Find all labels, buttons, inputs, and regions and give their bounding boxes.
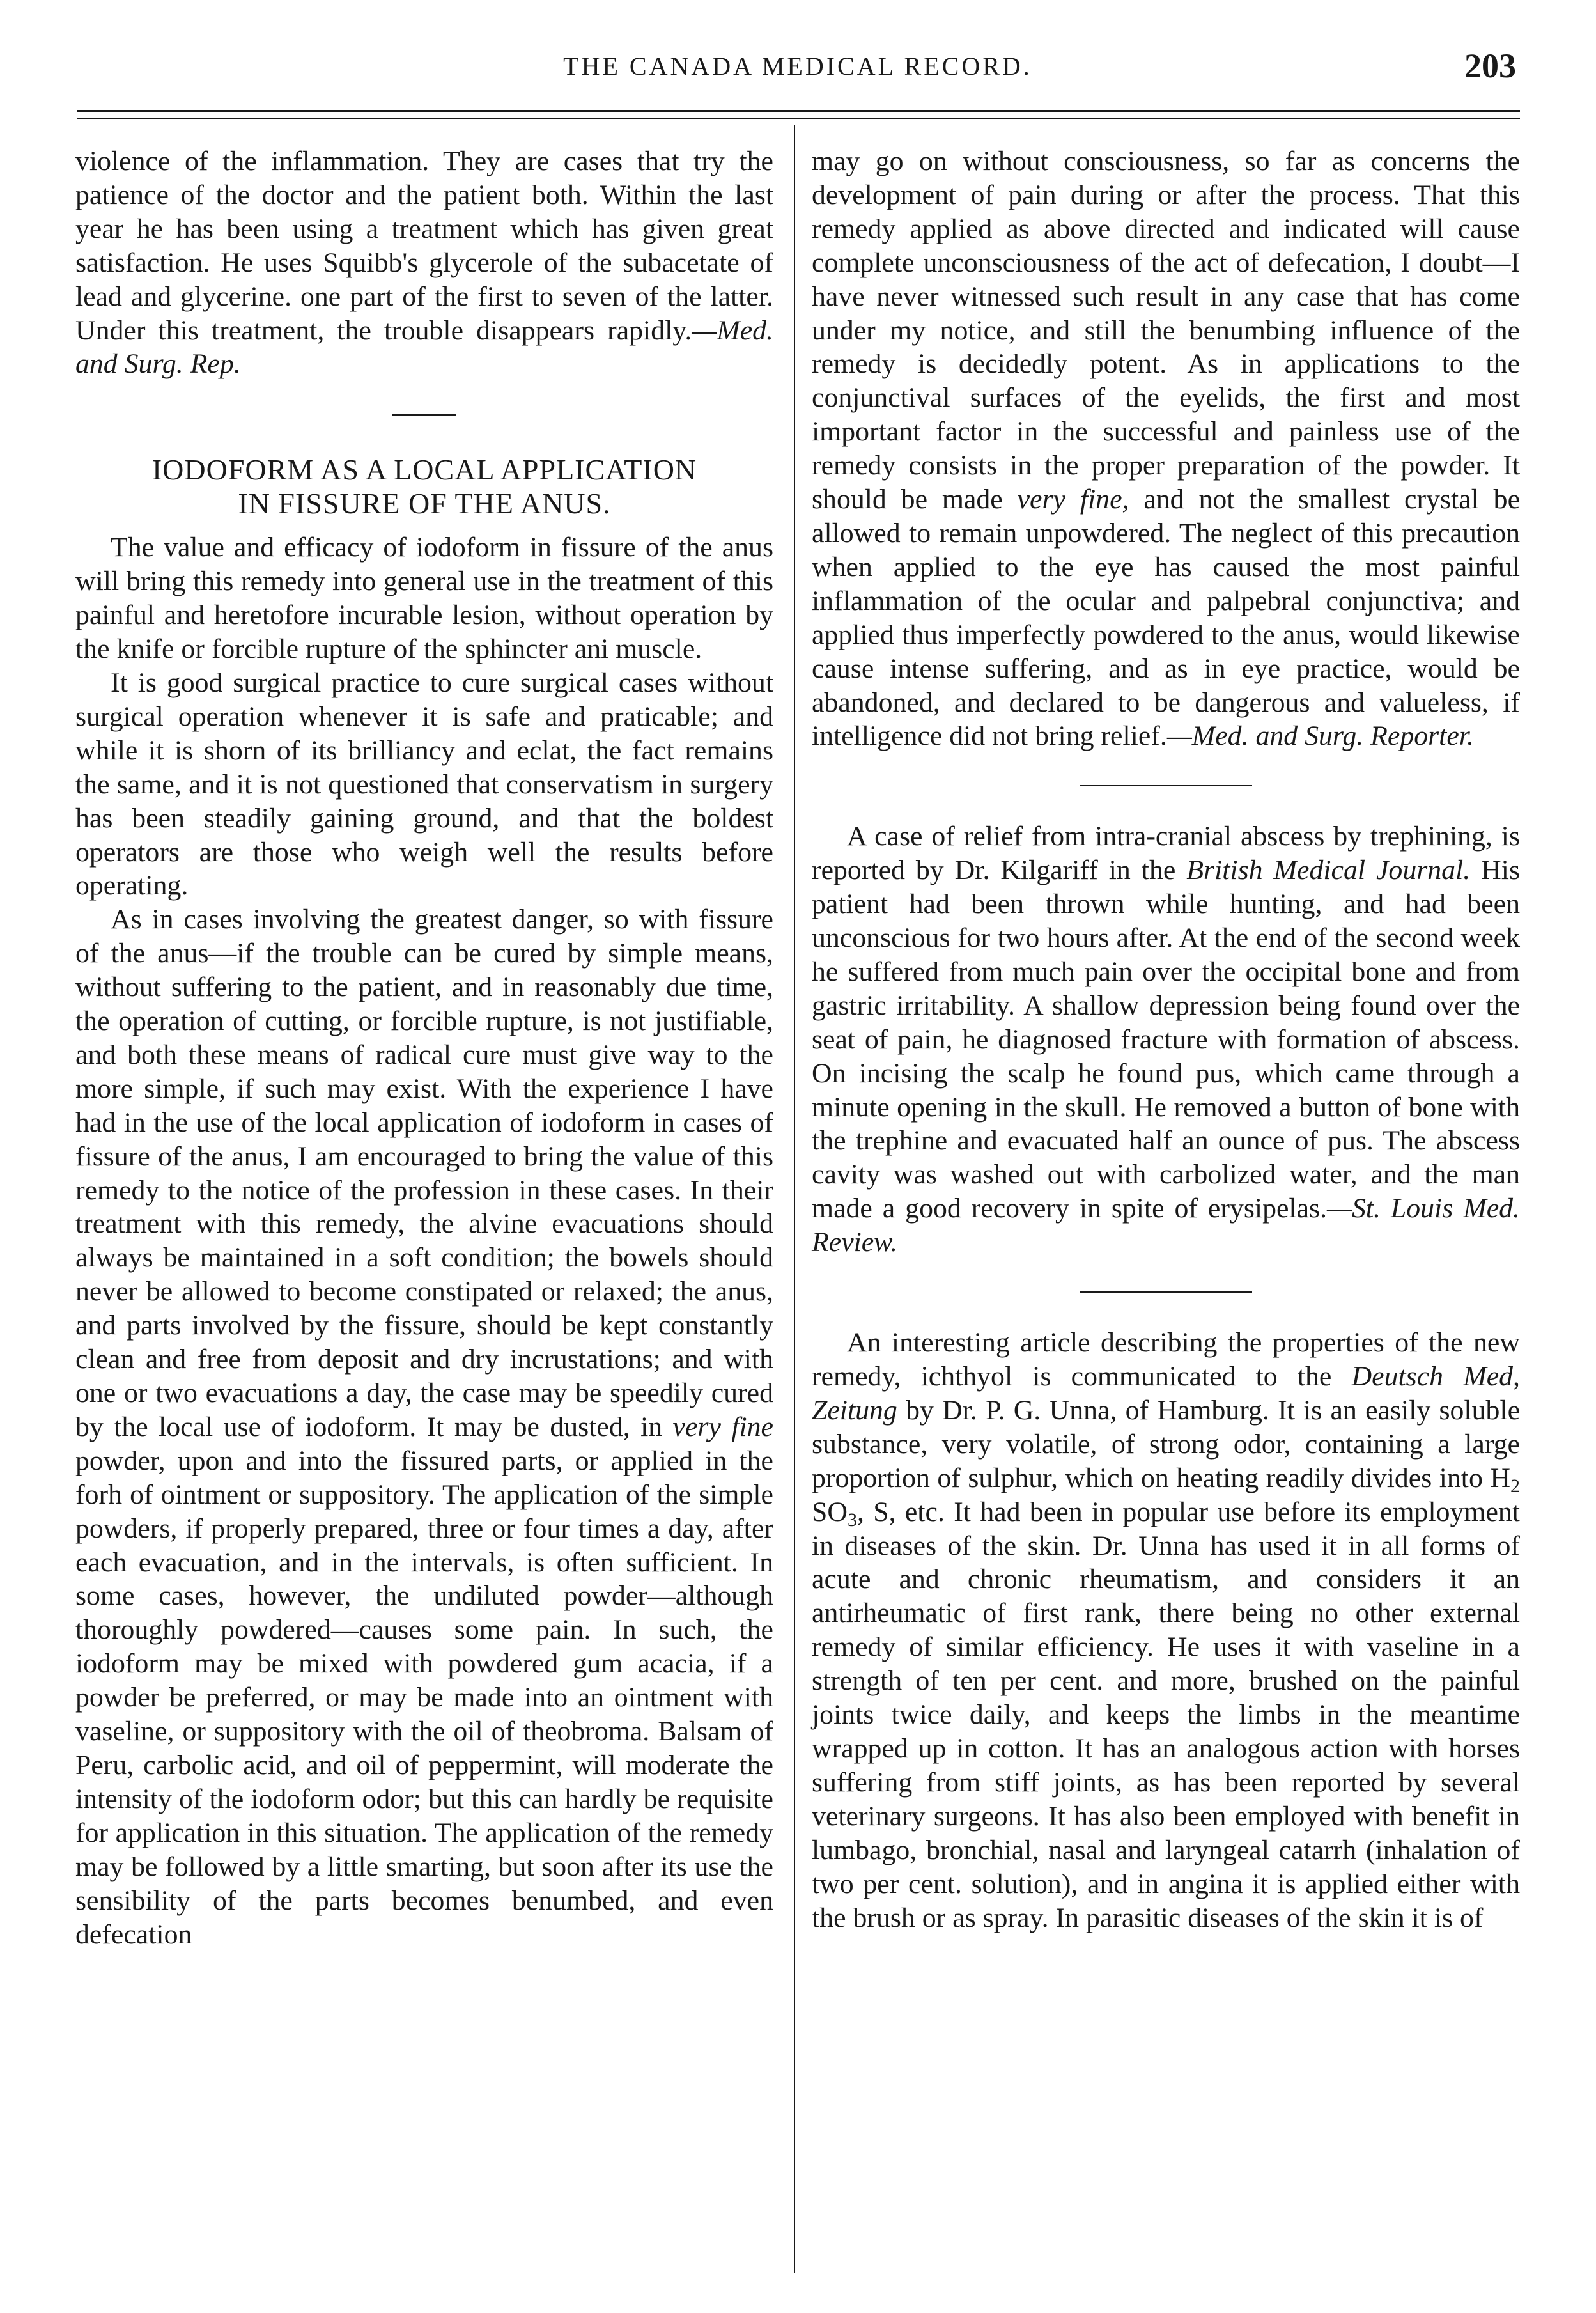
section-dash — [392, 414, 456, 416]
journal-name: British Medical Journal. — [1186, 855, 1471, 886]
source-citation: —Med. and Surg. Rep. — [75, 315, 773, 380]
left-column — [75, 144, 773, 1951]
header-rule-thin — [77, 118, 1520, 119]
paragraph-text: An interesting article describing the properties of the new remedy, ichthyol is communicated to the — [812, 1327, 1520, 1392]
emphasis-text: very fine — [672, 1411, 773, 1442]
continued-text: violence of the inflammation. They are cases that try the patience of the doctor and the patient both. Within the last year he has been using a treatment which has given great satisfaction. He uses Squibb's glycerole of the subacetate of lead and glycerine. one part of the first to seven of the latter. Under this treatment, the trouble disappears rapidly. — [75, 146, 773, 346]
continued-paragraph — [75, 144, 773, 381]
continued-paragraph — [812, 144, 1520, 753]
journal-title: THE CANADA MEDICAL RECORD. — [563, 52, 1032, 81]
article-heading-line: IODOFORM AS A LOCAL APPLICATION — [151, 453, 697, 487]
paragraph: The value and efficacy of iodoform in fissure of the anus will bring this remedy into general use in the treatment of this painful and heretofore incurable lesion, without operation by the knife or forcible rupture of the sphincter ani muscle. — [75, 532, 773, 665]
header-rule-thick — [77, 110, 1520, 112]
paragraph-text: His patient had been thrown while hunting, and had been unconscious for two hours after. At the end of the second week he suffered from much pain over the occipital bone and from gastric irritability. A shallow depression being found over the seat of pain, he diagnosed fracture with formation of abscess. On incising the scalp he found pus, which came through a minute opening in the skull. He removed a button of bone with the trephine and evacuated half an ounce of pus. The abscess cavity was washed out with carbolized water, and the man made a good recovery in spite of erysipelas. — [812, 855, 1520, 1224]
paragraph: It is good surgical practice to cure surgical cases without surgical operation whenever it is safe and praticable; and while it is shorn of its brilliancy and eclat, the fact remains the same, and it is not questioned that conservatism in surgery has been steadily gaining ground, and that the boldest operators are those who weigh well the results before operating. — [75, 667, 773, 901]
article-heading-line: IN FISSURE OF THE ANUS. — [238, 487, 611, 520]
abscess-paragraph — [812, 820, 1520, 1259]
paragraph — [75, 903, 773, 1951]
column-divider — [794, 125, 795, 2273]
section-rule — [1080, 785, 1252, 786]
article-heading — [75, 453, 773, 520]
right-column — [812, 144, 1520, 1935]
paragraph-text: by Dr. P. G. Unna, of Hamburg. It is an easily soluble substance, very volatile, of strong odor, containing a large proportion of sulphur, which on heating readily divides into — [812, 1394, 1521, 1493]
source-citation: —St. Louis Med. Review. — [812, 1193, 1520, 1258]
section-rule — [1080, 1291, 1252, 1293]
running-head — [75, 47, 1520, 101]
source-citation: —Med. and Surg. Reporter. — [1166, 720, 1474, 752]
chemical-formula: $H_2$ $SO_3$ — [812, 1462, 1521, 1530]
paragraph-text: powder, upon and into the fissured parts, or applied in the forh of ointment or suppository. The application of the simple powders, if properly prepared, three or four times a day, after each evacuation, and in the intervals, is often sufficient. In some cases, however, the undiluted powder—although thoroughly powdered—causes some pain. In such, the iodoform may be mixed with powdered gum acacia, if a powder be preferred, or may be made into an ointment with vaseline, or suppository with the oil of theobroma. Balsam of Peru, carbolic acid, and oil of peppermint, will moderate the intensity of the iodoform odor; but this can hardly be requisite for application in this situation. The application of the remedy may be followed by a little smarting, but soon after its use the sensibility of the parts becomes benumbed, and even defecation — [75, 1445, 773, 1950]
page-number: 203 — [1464, 47, 1516, 85]
emphasis-text: very fine, — [1017, 484, 1129, 515]
paragraph-text: may go on without consciousness, so far as concerns the development of pain during or after the process. That this remedy applied as above directed and indicated will cause complete unconsciousness of the act of defecation, I doubt—I have never witnessed such result in any case that has come under my notice, and still the benumbing influence of the remedy is decidedly potent. As in applications to the conjunctival surfaces of the eyelids, the first and most important factor in the successful and painless use of the remedy consists in the proper preparation of the powder. It should be made — [812, 146, 1520, 515]
paragraph-text: and not the smallest crystal be allowed to remain unpowdered. The neglect of this precaution when applied to the eye has caused the most painful inflammation of the ocular and palpebral conjunctiva; and applied thus imperfectly powdered to the anus, would likewise cause intense suffering, and as in eye practice, would be abandoned, and declared to be dangerous and valueless, if intelligence did not bring relief. — [812, 484, 1521, 752]
paragraph-text: As in cases involving the greatest danger, so with fissure of the anus—if the trouble can be cured by simple means, without suffering to the patient, and in reasonably due time, the operation of cutting, or forcible rupture, is not justifiable, and both these means of radical cure must give way to the more simple, if such may exist. With the experience I have had in the use of the local application of iodoform in cases of fissure of the anus, I am encouraged to bring the value of this remedy to the notice of the profession in these cases. In their treatment with this remedy, the alvine evacuations should always be maintained in a soft condition; the bowels should never be allowed to become constipated or relaxed; the anus, and parts involved by the fissure, should be kept constantly clean and free from deposit and dry incrustations; and with one or two evacuations a day, the case may be speedily cured by the local use of iodoform. It may be dusted, in — [75, 904, 773, 1442]
journal-name: Deutsch Med, Zeitung — [812, 1361, 1520, 1426]
paragraph-text: , S, etc. It had been in popular use before its employment in diseases of the skin. Dr. Unna has used it in all forms of acute and chronic rheumatism, and considers it an antirheumatic of first rank, there being no other external remedy of similar efficiency. He uses it with vaseline in a strength of ten per cent. and more, brushed on the painful joints twice daily, and keeps the limbs in the meantime wrapped up in cotton. It has an analogous action with horses suffering from stiff joints, as has been reported by several veterinary surgeons. It has also been employed with benefit in lumbago, bronchial, nasal and laryngeal catarrh (inhalation of two per cent. solution), and in angina it is applied either with the brush or as spray. In parasitic diseases of the skin it is of — [812, 1496, 1520, 1933]
paragraph-text: A case of relief from intra-cranial abscess by trephining, is reported by Dr. Kilgariff in the — [812, 821, 1520, 886]
ichthyol-paragraph — [812, 1326, 1520, 1935]
